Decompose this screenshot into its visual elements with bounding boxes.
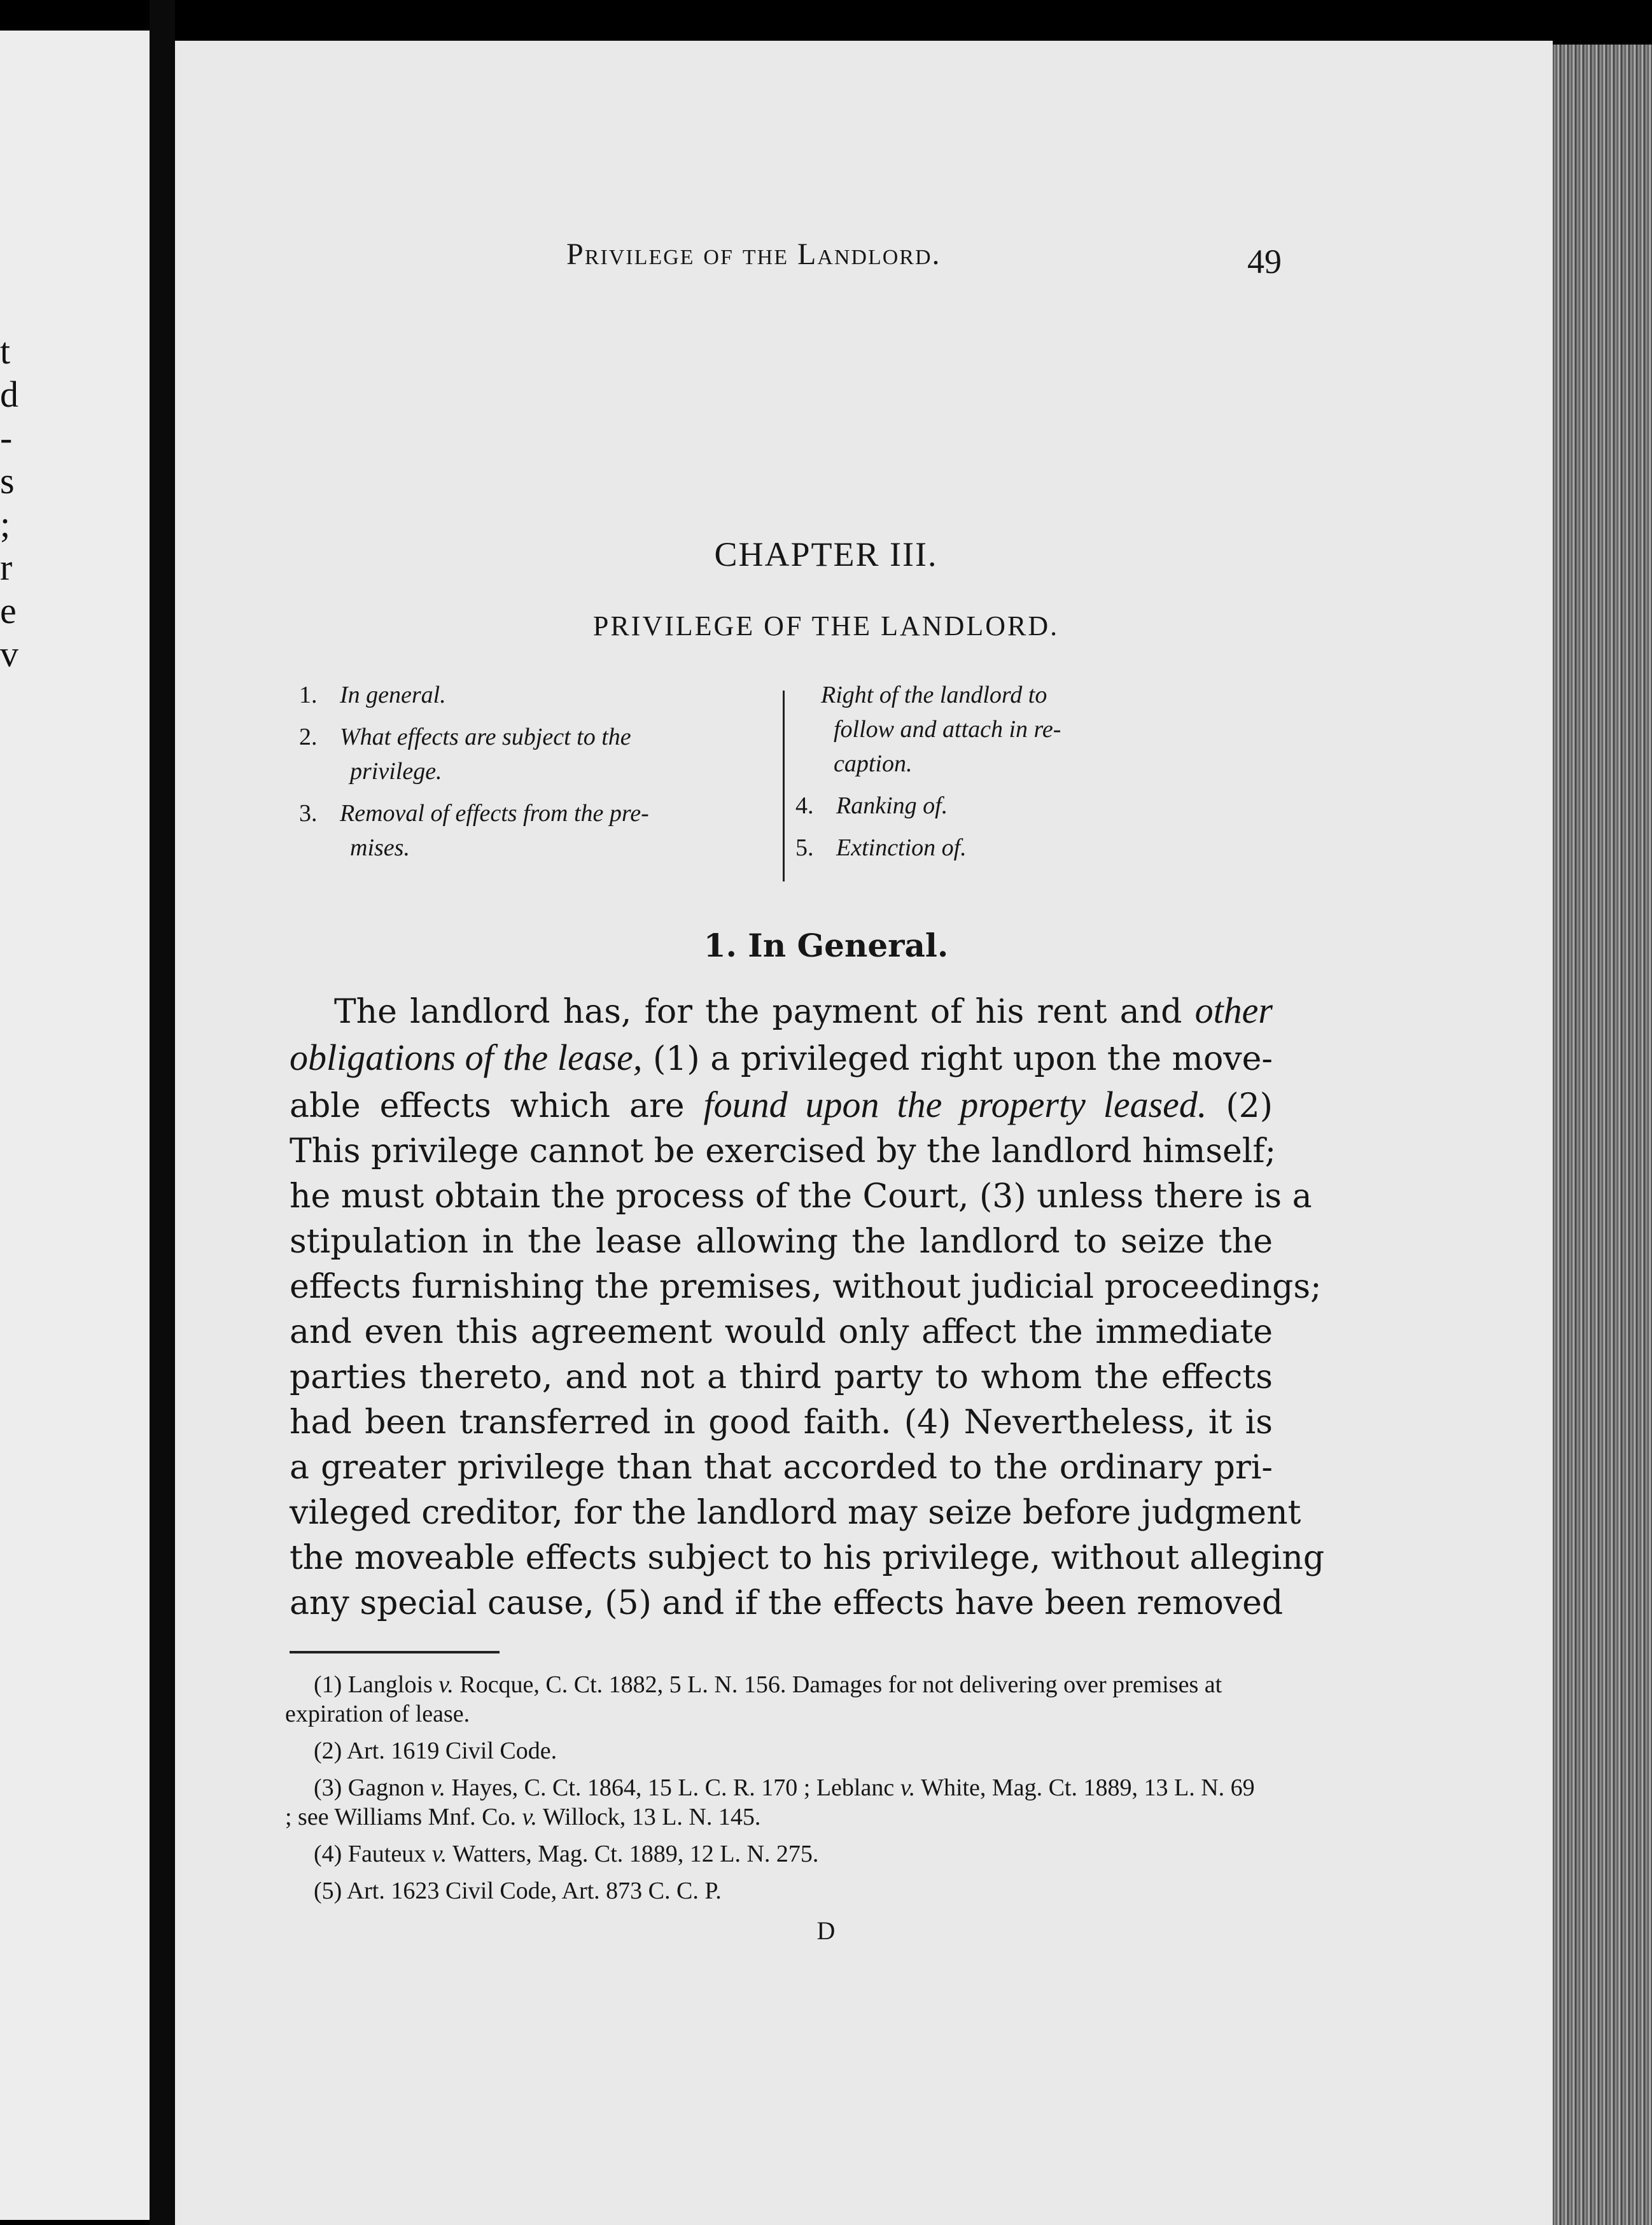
italic-text: other <box>1194 990 1273 1031</box>
contents-item-line <box>795 831 1266 865</box>
contents-item <box>795 831 1266 865</box>
text-run: and even this agreement would only affect the immediate <box>290 1313 1273 1351</box>
text-run: a greater privilege than that accorded to the ordinary pri- <box>290 1449 1273 1487</box>
body-line <box>290 1174 1312 1219</box>
footnote <box>285 1773 1259 1832</box>
section-heading: 1. In General. <box>703 927 949 964</box>
contents-item-line: follow and attach in re- <box>834 716 1061 743</box>
facing-page-char: r <box>0 547 13 588</box>
italic-text: obligations of the lease, <box>290 1037 643 1078</box>
italic-text: v. <box>430 1774 446 1801</box>
italic-text: v. <box>522 1804 538 1830</box>
text-run: effects furnishing the premises, without judicial proceedings; <box>290 1268 1322 1306</box>
contents-right-column <box>795 678 1266 873</box>
body-line <box>290 988 1273 1035</box>
contents-item-number: 4. <box>795 792 814 819</box>
contents-item-line <box>299 720 738 754</box>
contents-item-line: caption. <box>834 750 913 777</box>
body-line <box>290 1265 1322 1310</box>
running-header: Privilege of the Landlord. <box>566 237 941 271</box>
body-line <box>290 1035 1273 1082</box>
text-run: (2) Art. 1619 Civil Code. <box>314 1737 557 1764</box>
body-line <box>290 1219 1273 1265</box>
text-run: The landlord has, for the payment of his rent and <box>334 993 1195 1031</box>
italic-text: v. <box>900 1774 916 1801</box>
contents-item-text: Ranking of. <box>836 792 948 819</box>
contents-item-text: Extinction of. <box>836 834 967 861</box>
text-run: (1) Langlois <box>314 1671 439 1698</box>
contents-item-line <box>299 796 738 831</box>
footnote <box>285 1670 1259 1729</box>
page-number: 49 <box>1247 242 1282 281</box>
chapter-subtitle: PRIVILEGE OF THE LANDLORD. <box>592 610 1060 642</box>
contents-item-text: In general. <box>340 682 446 708</box>
contents-item <box>795 789 1266 823</box>
facing-page <box>0 31 150 2220</box>
facing-page-char: e <box>0 590 17 631</box>
italic-text: v. <box>438 1671 454 1698</box>
text-run: (5) Art. 1623 Civil Code, Art. 873 C. C. P. <box>314 1878 722 1904</box>
facing-page-char: ; <box>0 503 11 545</box>
signature-mark: D <box>816 1916 836 1945</box>
footnote-rule <box>290 1651 500 1653</box>
facing-page-char: t <box>0 330 11 372</box>
facing-page-char: d <box>0 374 18 415</box>
contents-item-text: What effects are subject to the <box>340 724 631 750</box>
text-run: Rocque, C. Ct. 1882, 5 L. N. 156. Damages for not delivering over premises at expiration of lease. <box>285 1671 1222 1727</box>
text-run: (3) Gagnon <box>314 1774 431 1801</box>
text-run: White, Mag. Ct. 1889, 13 L. N. 69 ; see Williams Mnf. Co. <box>285 1774 1255 1830</box>
contents-item-text: privilege. <box>350 758 442 785</box>
body-line <box>290 1400 1273 1445</box>
contents-left-column <box>299 678 738 873</box>
text-run: (1) a privileged right upon the move- <box>642 1040 1273 1078</box>
contents-item <box>299 720 738 789</box>
facing-page-char: - <box>0 417 13 458</box>
contents-item-line: Right of the landlord to <box>821 682 1047 708</box>
text-run: he must obtain the process of the Court, (3) unless there is a <box>290 1177 1312 1216</box>
footnote <box>285 1839 1259 1869</box>
contents-divider <box>783 691 785 881</box>
text-run: Watters, Mag. Ct. 1889, 12 L. N. 275. <box>447 1841 819 1867</box>
italic-text: v. <box>431 1841 447 1867</box>
chapter-contents <box>299 678 1279 881</box>
contents-item-number: 2. <box>299 724 318 750</box>
facing-page-char: v <box>0 633 18 675</box>
body-line <box>290 1581 1284 1626</box>
text-run: had been transferred in good faith. (4) Nevertheless, it is <box>290 1403 1273 1442</box>
footnote <box>285 1736 1259 1765</box>
text-run: parties thereto, and not a third party to whom the effects <box>290 1358 1273 1396</box>
body-line <box>290 1129 1277 1174</box>
footnotes <box>285 1670 1259 1913</box>
body-line <box>290 1491 1301 1536</box>
contents-item <box>299 678 738 712</box>
body-line <box>290 1536 1325 1581</box>
chapter-title: CHAPTER III. <box>714 535 938 573</box>
italic-text: found upon the property leased. <box>703 1084 1207 1125</box>
text-run: (4) Fauteux <box>314 1841 432 1867</box>
contents-item-line <box>299 831 738 865</box>
contents-item-number: 3. <box>299 800 318 827</box>
text-run: vileged creditor, for the landlord may seize before judgment <box>290 1494 1301 1532</box>
contents-item-text: Removal of effects from the pre- <box>340 800 649 827</box>
page-edges <box>1553 45 1652 2225</box>
text-run: the moveable effects subject to his privilege, without alleging <box>290 1539 1325 1577</box>
text-run: stipulation in the lease allowing the landlord to seize the <box>290 1223 1273 1261</box>
footnote <box>285 1876 1259 1906</box>
text-run: Willock, 13 L. N. 145. <box>537 1804 761 1830</box>
body-line <box>290 1082 1273 1129</box>
contents-item-continuation <box>795 678 1266 781</box>
body-line <box>290 1445 1273 1491</box>
contents-item-line <box>299 678 738 712</box>
text-run: Hayes, C. Ct. 1864, 15 L. C. R. 170 ; Leblanc <box>445 1774 900 1801</box>
text-run: able effects which are <box>290 1087 704 1125</box>
facing-page-char: s <box>0 460 15 502</box>
text-run: This privilege cannot be exercised by the landlord himself; <box>290 1132 1277 1170</box>
contents-item-number: 1. <box>299 682 318 708</box>
contents-item-number: 5. <box>795 834 814 861</box>
body-paragraph <box>290 988 1325 1626</box>
text-run: (2) <box>1207 1087 1273 1125</box>
book-gutter <box>150 0 175 2225</box>
contents-item-line <box>299 754 738 789</box>
body-line <box>290 1310 1273 1355</box>
text-run: any special cause, (5) and if the effects have been removed <box>290 1584 1284 1622</box>
body-line <box>290 1355 1273 1400</box>
contents-item <box>299 796 738 865</box>
contents-item-line <box>795 789 1266 823</box>
contents-item-text: mises. <box>350 834 410 861</box>
